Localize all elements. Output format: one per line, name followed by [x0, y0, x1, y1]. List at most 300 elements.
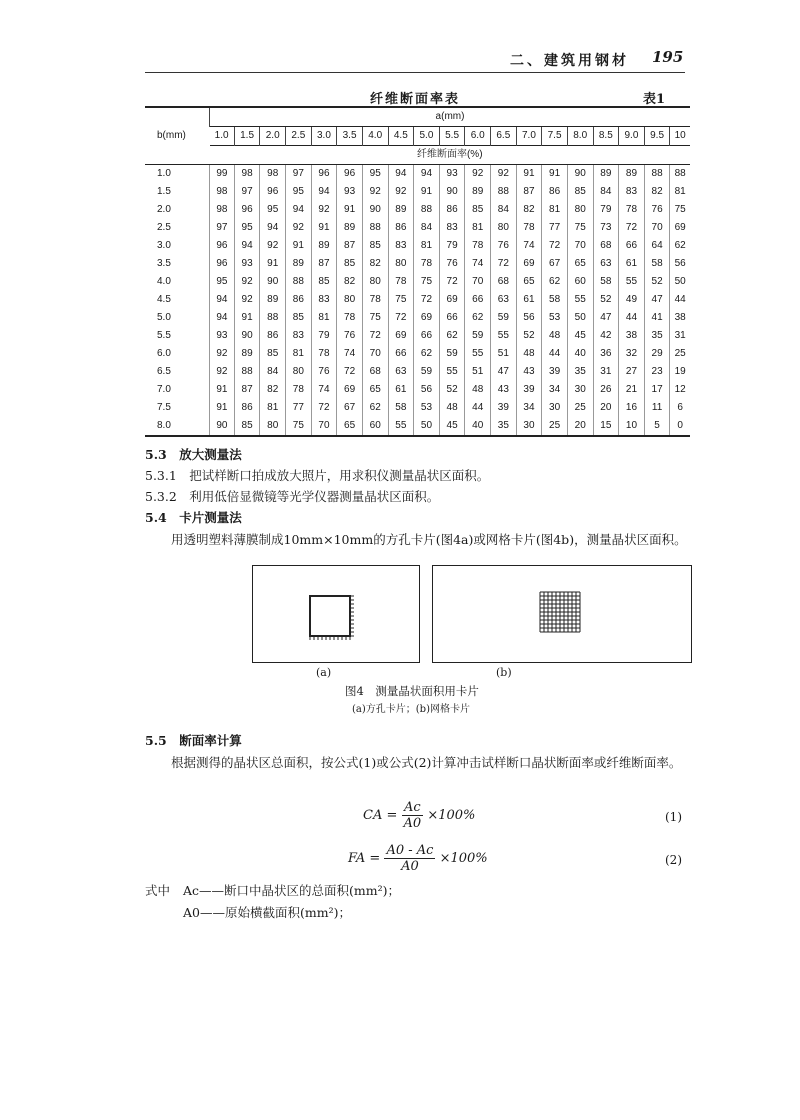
- table-row: [145, 165, 690, 184]
- rate-cell: 32: [619, 345, 645, 363]
- rate-cell: 53: [542, 309, 568, 327]
- rate-cell: 74: [516, 237, 542, 255]
- rate-cell: 63: [593, 255, 619, 273]
- a-value-header: 7.0: [516, 127, 542, 146]
- rate-cell: 55: [465, 345, 491, 363]
- rate-cell: 48: [439, 399, 465, 417]
- table-row: [145, 291, 690, 309]
- rate-cell: 75: [388, 291, 414, 309]
- rate-cell: 48: [465, 381, 491, 399]
- rate-cell: 82: [337, 273, 363, 291]
- a-value-header: 3.5: [337, 127, 363, 146]
- rate-cell: 81: [414, 237, 440, 255]
- figure-label-a: (a): [316, 666, 332, 679]
- b-value-cell: 5.0: [157, 312, 171, 323]
- rate-cell: 78: [337, 309, 363, 327]
- rate-cell: 91: [210, 381, 235, 399]
- b-value-cell: 3.0: [157, 240, 171, 251]
- grid-card: [432, 565, 692, 663]
- rate-cell: 84: [491, 201, 517, 219]
- rate-cell: 90: [234, 327, 260, 345]
- rate-cell: 94: [388, 165, 414, 184]
- rate-cell: 88: [286, 273, 312, 291]
- rate-cell: 39: [516, 381, 542, 399]
- rate-cell: 25: [542, 417, 568, 436]
- rate-cell: 89: [234, 345, 260, 363]
- rate-cell: 55: [619, 273, 645, 291]
- rate-cell: 60: [362, 417, 388, 436]
- formula-1-fraction: [402, 800, 424, 831]
- rate-cell: 89: [311, 237, 337, 255]
- rate-cell: 82: [260, 381, 286, 399]
- rate-cell: 94: [210, 309, 235, 327]
- rate-cell: 81: [670, 183, 690, 201]
- rate-cell: 67: [337, 399, 363, 417]
- rate-cell: 49: [619, 291, 645, 309]
- rate-cell: 94: [311, 183, 337, 201]
- rate-cell: 55: [388, 417, 414, 436]
- rate-cell: 47: [644, 291, 670, 309]
- a-value-header: 5.5: [439, 127, 465, 146]
- table-row: [145, 381, 690, 399]
- rate-cell: 6: [670, 399, 690, 417]
- a-value-header: 9.0: [619, 127, 645, 146]
- b-value-cell: 2.5: [157, 222, 171, 233]
- rate-cell: 97: [210, 219, 235, 237]
- rate-cell: 94: [210, 291, 235, 309]
- rate-cell: 92: [286, 219, 312, 237]
- rate-cell: 87: [311, 255, 337, 273]
- rate-cell: 83: [311, 291, 337, 309]
- rate-cell: 75: [362, 309, 388, 327]
- rate-cell: 27: [619, 363, 645, 381]
- rate-cell: 44: [465, 399, 491, 417]
- rate-cell: 88: [670, 165, 690, 184]
- rate-label: 纤维断面率(%): [210, 146, 691, 165]
- rate-cell: 84: [260, 363, 286, 381]
- section-5-4-heading: 5.4 卡片测量法: [145, 510, 242, 525]
- rate-cell: 11: [644, 399, 670, 417]
- a-value-header: 2.5: [286, 127, 312, 146]
- rate-cell: 62: [542, 273, 568, 291]
- rate-cell: 95: [210, 273, 235, 291]
- rate-cell: 62: [465, 309, 491, 327]
- rate-cell: 82: [362, 255, 388, 273]
- rate-cell: 58: [593, 273, 619, 291]
- formula-2-fraction: [384, 843, 435, 874]
- a-value-header: 10: [670, 127, 690, 146]
- rate-cell: 76: [337, 327, 363, 345]
- rate-cell: 89: [619, 165, 645, 184]
- rate-cell: 21: [619, 381, 645, 399]
- rate-cell: 91: [210, 399, 235, 417]
- rate-cell: 58: [644, 255, 670, 273]
- rate-cell: 19: [670, 363, 690, 381]
- rate-cell: 86: [234, 399, 260, 417]
- b-column-header: b(mm): [145, 107, 210, 165]
- formula-2-lhs: FA =: [348, 851, 381, 866]
- rate-cell: 73: [593, 219, 619, 237]
- rate-cell: 89: [337, 219, 363, 237]
- rate-cell: 31: [670, 327, 690, 345]
- rate-cell: 80: [388, 255, 414, 273]
- rate-cell: 88: [414, 201, 440, 219]
- rate-cell: 77: [286, 399, 312, 417]
- rate-cell: 34: [542, 381, 568, 399]
- rate-cell: 48: [516, 345, 542, 363]
- rate-cell: 56: [414, 381, 440, 399]
- b-value-cell: 4.0: [157, 276, 171, 287]
- rate-cell: 52: [593, 291, 619, 309]
- rate-cell: 85: [311, 273, 337, 291]
- rate-cell: 89: [593, 165, 619, 184]
- rate-cell: 96: [311, 165, 337, 184]
- scale-ticks: [310, 596, 354, 640]
- rate-cell: 89: [465, 183, 491, 201]
- rate-cell: 72: [414, 291, 440, 309]
- rate-cell: 84: [593, 183, 619, 201]
- rate-cell: 78: [362, 291, 388, 309]
- rate-cell: 69: [516, 255, 542, 273]
- rate-cell: 61: [388, 381, 414, 399]
- rate-cell: 77: [542, 219, 568, 237]
- rate-cell: 92: [234, 291, 260, 309]
- rate-cell: 20: [567, 417, 593, 436]
- table-row: [145, 417, 690, 436]
- rate-cell: 72: [362, 327, 388, 345]
- rate-cell: 66: [619, 237, 645, 255]
- rate-cell: 47: [491, 363, 517, 381]
- rate-cell: 66: [465, 291, 491, 309]
- rate-cell: 69: [414, 309, 440, 327]
- rate-cell: 65: [516, 273, 542, 291]
- rate-cell: 92: [311, 201, 337, 219]
- rate-cell: 88: [234, 363, 260, 381]
- a-value-header: 8.0: [567, 127, 593, 146]
- rate-cell: 68: [593, 237, 619, 255]
- rate-cell: 78: [286, 381, 312, 399]
- rate-cell: 62: [670, 237, 690, 255]
- rate-cell: 36: [593, 345, 619, 363]
- rate-cell: 40: [567, 345, 593, 363]
- formula-2-numerator: A0 - Ac: [386, 843, 434, 858]
- formula-1-number: (1): [665, 810, 682, 824]
- rate-cell: 86: [260, 327, 286, 345]
- rate-cell: 70: [567, 237, 593, 255]
- rate-cell: 81: [286, 345, 312, 363]
- a-value-header: 3.0: [311, 127, 337, 146]
- rate-cell: 91: [337, 201, 363, 219]
- rate-cell: 96: [210, 237, 235, 255]
- a-value-header: 5.0: [414, 127, 440, 146]
- rate-cell: 94: [234, 237, 260, 255]
- rate-cell: 70: [362, 345, 388, 363]
- rate-cell: 72: [619, 219, 645, 237]
- a-value-header: 1.0: [210, 127, 235, 146]
- rate-cell: 93: [439, 165, 465, 184]
- rate-cell: 98: [210, 183, 235, 201]
- rate-cell: 90: [362, 201, 388, 219]
- rate-cell: 55: [567, 291, 593, 309]
- table-row: [145, 399, 690, 417]
- rate-cell: 35: [491, 417, 517, 436]
- rate-cell: 78: [388, 273, 414, 291]
- rate-cell: 82: [644, 183, 670, 201]
- rate-cell: 85: [260, 345, 286, 363]
- rate-cell: 51: [465, 363, 491, 381]
- rate-cell: 75: [414, 273, 440, 291]
- rate-cell: 88: [362, 219, 388, 237]
- a-value-header: 9.5: [644, 127, 670, 146]
- rate-cell: 70: [311, 417, 337, 436]
- rate-cell: 79: [311, 327, 337, 345]
- rate-cell: 92: [362, 183, 388, 201]
- rate-cell: 42: [593, 327, 619, 345]
- formula-2: [348, 843, 488, 874]
- rate-cell: 76: [439, 255, 465, 273]
- rate-cell: 91: [414, 183, 440, 201]
- rate-cell: 20: [593, 399, 619, 417]
- rate-cell: 51: [491, 345, 517, 363]
- rate-cell: 92: [260, 237, 286, 255]
- formula-1-denominator: A0: [403, 816, 422, 831]
- rate-cell: 78: [414, 255, 440, 273]
- formula-2-rhs: ×100%: [439, 851, 488, 866]
- rate-cell: 90: [210, 417, 235, 436]
- rate-cell: 23: [644, 363, 670, 381]
- rate-cell: 60: [567, 273, 593, 291]
- rate-cell: 69: [337, 381, 363, 399]
- square-hole-drawing: [253, 566, 419, 662]
- square-hole: [310, 596, 350, 636]
- rate-cell: 75: [286, 417, 312, 436]
- rate-cell: 16: [619, 399, 645, 417]
- rate-cell: 41: [644, 309, 670, 327]
- rate-cell: 76: [311, 363, 337, 381]
- fiber-rate-table: [145, 106, 690, 437]
- rate-cell: 87: [234, 381, 260, 399]
- rate-cell: 63: [491, 291, 517, 309]
- a-values-row: [145, 127, 690, 146]
- rate-cell: 55: [491, 327, 517, 345]
- rate-cell: 48: [542, 327, 568, 345]
- rate-cell: 43: [491, 381, 517, 399]
- rate-cell: 30: [516, 417, 542, 436]
- figure-caption: 图4 测量晶状面积用卡片: [345, 684, 479, 698]
- rate-cell: 82: [516, 201, 542, 219]
- rate-cell: 64: [644, 237, 670, 255]
- rate-cell: 91: [260, 255, 286, 273]
- rate-cell: 62: [439, 327, 465, 345]
- rate-cell: 87: [337, 237, 363, 255]
- rate-cell: 85: [465, 201, 491, 219]
- rate-cell: 72: [439, 273, 465, 291]
- rate-cell: 45: [439, 417, 465, 436]
- rate-cell: 10: [619, 417, 645, 436]
- grid-drawing: [433, 566, 691, 662]
- table-body: [145, 107, 690, 436]
- rate-cell: 34: [516, 399, 542, 417]
- rate-cell: 80: [337, 291, 363, 309]
- rate-cell: 83: [439, 219, 465, 237]
- rate-cell: 81: [260, 399, 286, 417]
- rate-cell: 95: [234, 219, 260, 237]
- header-rule: [145, 72, 685, 73]
- rate-cell: 83: [286, 327, 312, 345]
- rate-cell: 86: [388, 219, 414, 237]
- table-row: [145, 273, 690, 291]
- rate-cell: 81: [465, 219, 491, 237]
- table-caption: 纤维断面率表: [370, 92, 461, 107]
- grid-lines: [540, 592, 580, 632]
- footnote-ac: Ac——断口中晶状区的总面积(mm²)；: [183, 883, 400, 898]
- rate-label-row: [145, 146, 690, 165]
- running-header-title: 二、建筑用钢材: [510, 53, 629, 69]
- section-5-3-2: 5.3.2 利用低倍显微镜等光学仪器测量晶状区面积。: [145, 489, 440, 504]
- rate-cell: 86: [286, 291, 312, 309]
- rate-cell: 72: [542, 237, 568, 255]
- rate-cell: 85: [567, 183, 593, 201]
- formula-1-lhs: CA =: [363, 808, 398, 823]
- rate-cell: 85: [234, 417, 260, 436]
- rate-cell: 59: [465, 327, 491, 345]
- rate-cell: 52: [516, 327, 542, 345]
- rate-cell: 91: [516, 165, 542, 184]
- rate-cell: 68: [362, 363, 388, 381]
- a-value-header: 8.5: [593, 127, 619, 146]
- formula-1: [363, 800, 475, 831]
- rate-cell: 94: [260, 219, 286, 237]
- rate-cell: 47: [593, 309, 619, 327]
- rate-cell: 83: [388, 237, 414, 255]
- rate-cell: 66: [439, 309, 465, 327]
- rate-cell: 74: [337, 345, 363, 363]
- rate-cell: 84: [414, 219, 440, 237]
- rate-cell: 29: [644, 345, 670, 363]
- square-hole-card: [252, 565, 420, 663]
- rate-cell: 12: [670, 381, 690, 399]
- a-value-header: 2.0: [260, 127, 286, 146]
- rate-cell: 92: [388, 183, 414, 201]
- table-row: [145, 345, 690, 363]
- formula-2-denominator: A0: [401, 859, 419, 874]
- rate-cell: 31: [593, 363, 619, 381]
- rate-cell: 92: [210, 345, 235, 363]
- rate-cell: 25: [567, 399, 593, 417]
- rate-cell: 92: [210, 363, 235, 381]
- rate-cell: 74: [465, 255, 491, 273]
- rate-cell: 59: [491, 309, 517, 327]
- rate-cell: 96: [337, 165, 363, 184]
- rate-cell: 44: [542, 345, 568, 363]
- rate-cell: 78: [465, 237, 491, 255]
- rate-cell: 52: [644, 273, 670, 291]
- figure-label-b: (b): [496, 666, 512, 679]
- rate-cell: 93: [337, 183, 363, 201]
- rate-cell: 90: [567, 165, 593, 184]
- b-value-cell: 2.0: [157, 204, 171, 215]
- rate-cell: 17: [644, 381, 670, 399]
- rate-cell: 75: [567, 219, 593, 237]
- rate-cell: 66: [388, 345, 414, 363]
- rate-cell: 56: [670, 255, 690, 273]
- rate-cell: 80: [260, 417, 286, 436]
- rate-cell: 59: [414, 363, 440, 381]
- rate-cell: 80: [491, 219, 517, 237]
- b-value-cell: 8.0: [145, 417, 210, 436]
- figure-4: [252, 565, 690, 665]
- rate-cell: 97: [234, 183, 260, 201]
- a-value-header: 6.5: [491, 127, 517, 146]
- rate-cell: 66: [414, 327, 440, 345]
- rate-cell: 80: [567, 201, 593, 219]
- rate-cell: 69: [439, 291, 465, 309]
- table-number: 表1: [643, 92, 666, 107]
- rate-cell: 88: [644, 165, 670, 184]
- rate-cell: 89: [260, 291, 286, 309]
- rate-cell: 58: [388, 399, 414, 417]
- table-row: [145, 255, 690, 273]
- rate-cell: 70: [465, 273, 491, 291]
- b-value-cell: 6.5: [157, 366, 171, 377]
- table-row: [145, 237, 690, 255]
- rate-cell: 5: [644, 417, 670, 436]
- b-value-cell: 4.5: [157, 294, 171, 305]
- rate-cell: 25: [670, 345, 690, 363]
- rate-cell: 62: [414, 345, 440, 363]
- rate-cell: 86: [439, 201, 465, 219]
- rate-cell: 90: [439, 183, 465, 201]
- rate-cell: 65: [362, 381, 388, 399]
- rate-cell: 93: [234, 255, 260, 273]
- section-5-5-heading: 5.5 断面率计算: [145, 733, 242, 748]
- rate-cell: 26: [593, 381, 619, 399]
- rate-cell: 85: [286, 309, 312, 327]
- rate-cell: 95: [286, 183, 312, 201]
- rate-cell: 98: [234, 165, 260, 184]
- rate-cell: 74: [311, 381, 337, 399]
- formula-1-rhs: ×100%: [427, 808, 476, 823]
- rate-cell: 76: [644, 201, 670, 219]
- rate-cell: 88: [260, 309, 286, 327]
- section-5-4-text: 用透明塑料薄膜制成10mm×10mm的方孔卡片(图4a)或网格卡片(图4b)，测量晶状区面积。: [171, 532, 687, 547]
- rate-cell: 93: [210, 327, 235, 345]
- rate-cell: 38: [619, 327, 645, 345]
- rate-cell: 94: [286, 201, 312, 219]
- rate-cell: 69: [670, 219, 690, 237]
- footnote-a0: A0——原始横截面积(mm²)；: [183, 905, 351, 920]
- rate-cell: 35: [567, 363, 593, 381]
- rate-cell: 45: [567, 327, 593, 345]
- rate-cell: 75: [670, 201, 690, 219]
- section-5-3-1: 5.3.1 把试样断口拍成放大照片，用求积仪测量晶状区面积。: [145, 468, 490, 483]
- a-value-header: 4.0: [362, 127, 388, 146]
- a-value-header: 7.5: [542, 127, 568, 146]
- rate-cell: 78: [311, 345, 337, 363]
- rate-cell: 78: [516, 219, 542, 237]
- b-value-cell: 3.5: [157, 258, 171, 269]
- section-5-3-heading: 5.3 放大测量法: [145, 447, 242, 462]
- rate-cell: 76: [491, 237, 517, 255]
- a-value-header: 6.0: [465, 127, 491, 146]
- rate-cell: 85: [337, 255, 363, 273]
- b-value-cell: 7.5: [157, 402, 171, 413]
- rate-cell: 94: [414, 165, 440, 184]
- rate-cell: 61: [619, 255, 645, 273]
- rate-cell: 72: [491, 255, 517, 273]
- formula-2-number: (2): [665, 853, 682, 867]
- rate-cell: 35: [644, 327, 670, 345]
